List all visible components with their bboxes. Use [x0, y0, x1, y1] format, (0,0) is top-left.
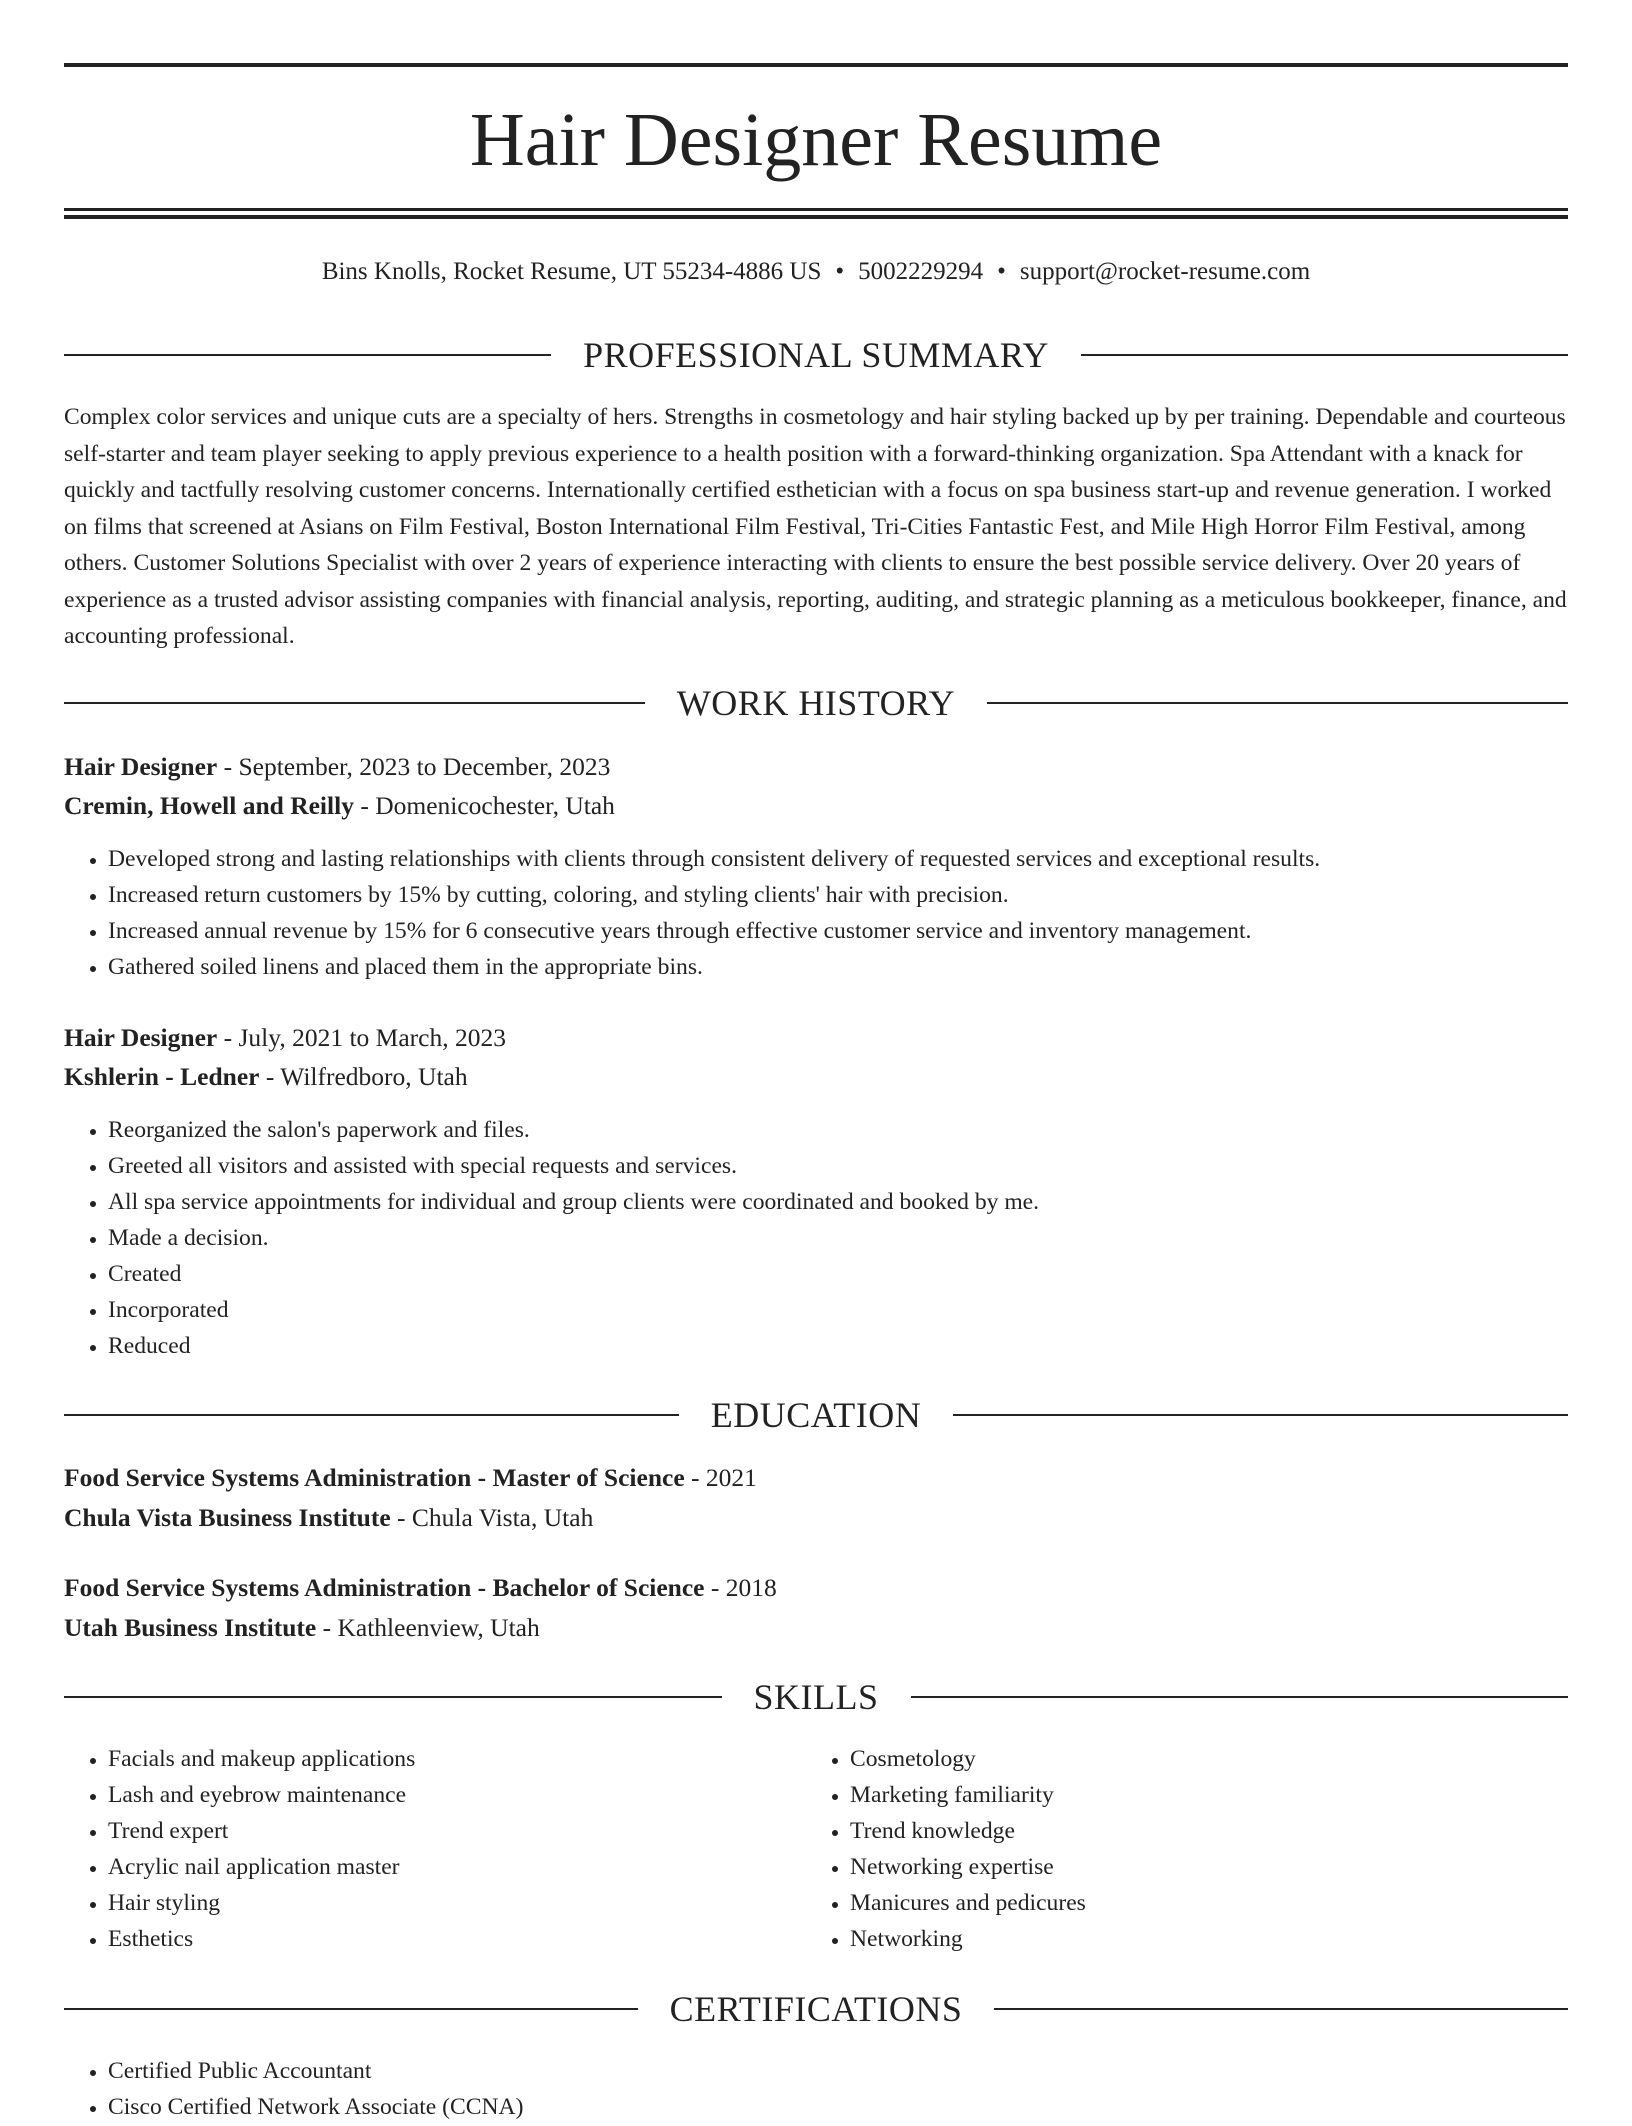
section-title: EDUCATION [710, 1395, 922, 1435]
heading-rule [64, 702, 645, 704]
list-item: • Acrylic nail application master [108, 1849, 808, 1885]
list-item: • Networking [850, 1921, 1550, 1957]
list-item: • Facials and makeup applications [108, 1741, 808, 1777]
degree-name: Food Service Systems Administration - Master of Science [64, 1463, 685, 1492]
heading-rule [64, 1414, 679, 1416]
list-item: • Cisco Certified Network Associate (CCNA) [108, 2089, 1568, 2125]
degree-name: Food Service Systems Administration - Bachelor of Science [64, 1573, 705, 1602]
skills-list-right [806, 1741, 1550, 1957]
section-title: PROFESSIONAL SUMMARY [583, 335, 1049, 375]
school-line [64, 1609, 1568, 1647]
list-item: • Trend expert [108, 1813, 808, 1849]
contact-email: support@rocket-resume.com [1019, 258, 1311, 285]
list-item: • Hair styling [108, 1885, 808, 1921]
degree-year: - 2021 [684, 1463, 757, 1492]
skills-list-left [64, 1741, 808, 1957]
list-item: • Increased annual revenue by 15% for 6 consecutive years through effective customer service and inventory management. [108, 913, 1568, 949]
list-item: • Gathered soiled linens and placed them in the appropriate bins. [108, 949, 1568, 985]
section-title: WORK HISTORY [676, 683, 956, 723]
list-item: • Trend knowledge [850, 1813, 1550, 1849]
school-name: Utah Business Institute [64, 1613, 317, 1642]
list-item: • Made a decision. [108, 1220, 1568, 1256]
resume-title: Hair Designer Resume [469, 98, 1163, 182]
job-dates: - September, 2023 to December, 2023 [217, 752, 611, 781]
section-heading-education [64, 1393, 1568, 1437]
heading-rule [1081, 354, 1568, 356]
job-title: Hair Designer [64, 1023, 218, 1052]
list-item: • All spa service appointments for individual and group clients were coordinated and booked by me. [108, 1184, 1568, 1220]
section-heading-skills [64, 1675, 1568, 1719]
job-title: Hair Designer [64, 752, 218, 781]
title-rule-lower [64, 215, 1568, 219]
list-item: • Incorporated [108, 1292, 1568, 1328]
list-item: • Increased return customers by 15% by cutting, coloring, and styling clients' hair with precision. [108, 877, 1568, 913]
job-dates: - July, 2021 to March, 2023 [217, 1023, 506, 1052]
title-rule-upper [64, 208, 1568, 211]
degree-line [64, 1459, 1568, 1497]
degree-year: - 2018 [704, 1573, 777, 1602]
list-item: • Manicures and pedicures [850, 1885, 1550, 1921]
heading-rule [64, 2008, 638, 2010]
job-location: - Wilfredboro, Utah [259, 1062, 468, 1091]
job-bullets [64, 841, 1568, 985]
section-title: CERTIFICATIONS [669, 1989, 963, 2029]
section-heading-work [64, 681, 1568, 725]
list-item: • Lash and eyebrow maintenance [108, 1777, 808, 1813]
list-item: • Esthetics [108, 1921, 808, 1957]
school-location: - Kathleenview, Utah [316, 1613, 540, 1642]
job-bullets [64, 1112, 1568, 1364]
list-item: • Marketing familiarity [850, 1777, 1550, 1813]
list-item: • Networking expertise [850, 1849, 1550, 1885]
summary-paragraph: Complex color services and unique cuts are a specialty of hers. Strengths in cosmetology and hair styling backed up by per training. Dependable and courteous self-starter and team player seeking to apply previous experience to a health position with a forward-thinking organization. Spa Attendant with a knack for quickly and tactfully resolving customer concerns. Internationally certified esthetician with a focus on spa business start-up and revenue generation. I worked on films that screened at Asians on Film Festival, Boston International Film Festival, Tri-Cities Fantastic Fest, and Mile High Horror Film Festival, among others. Customer Solutions Specialist with over 2 years of experience interacting with clients to ensure the best possible service delivery. Over 20 years of experience as a trusted advisor assisting companies with financial analysis, reporting, auditing, and strategic planning as a meticulous bookkeeper, finance, and accounting professional. [64, 404, 1567, 649]
job-company-line [64, 787, 1568, 825]
section-title: SKILLS [753, 1677, 879, 1717]
section-heading-summary [64, 333, 1568, 377]
job-company: Kshlerin - Ledner [64, 1062, 260, 1091]
heading-rule [994, 2008, 1568, 2010]
contact-separator: • [997, 258, 1006, 285]
list-item: • Developed strong and lasting relationships with clients through consistent delivery of requested services and exceptional results. [108, 841, 1568, 877]
contact-line [64, 254, 1568, 290]
job-location: - Domenicochester, Utah [353, 791, 615, 820]
top-rule [64, 63, 1568, 67]
contact-separator: • [835, 258, 845, 285]
certifications-list [64, 2053, 1568, 2125]
list-item: • Reorganized the salon's paperwork and files. [108, 1112, 1568, 1148]
degree-line [64, 1569, 1568, 1607]
contact-phone: 5002229294 [858, 258, 984, 285]
list-item: • Created [108, 1256, 1568, 1292]
job-company: Cremin, Howell and Reilly [64, 791, 354, 820]
job-company-line [64, 1058, 1568, 1096]
job-title-line [64, 748, 1568, 786]
section-heading-certifications [64, 1987, 1568, 2031]
school-location: - Chula Vista, Utah [390, 1503, 594, 1532]
school-name: Chula Vista Business Institute [64, 1503, 391, 1532]
heading-rule [64, 354, 551, 356]
list-item: • Reduced [108, 1328, 1568, 1364]
list-item: • Cosmetology [850, 1741, 1550, 1777]
heading-rule [953, 1414, 1568, 1416]
heading-rule [987, 702, 1568, 704]
heading-rule [911, 1696, 1569, 1698]
list-item: • Greeted all visitors and assisted with special requests and services. [108, 1148, 1568, 1184]
school-line [64, 1499, 1568, 1537]
job-title-line [64, 1019, 1568, 1057]
heading-rule [64, 1696, 722, 1698]
list-item: • Certified Public Accountant [108, 2053, 1568, 2089]
contact-address: Bins Knolls, Rocket Resume, UT 55234-4886 US [321, 258, 822, 285]
